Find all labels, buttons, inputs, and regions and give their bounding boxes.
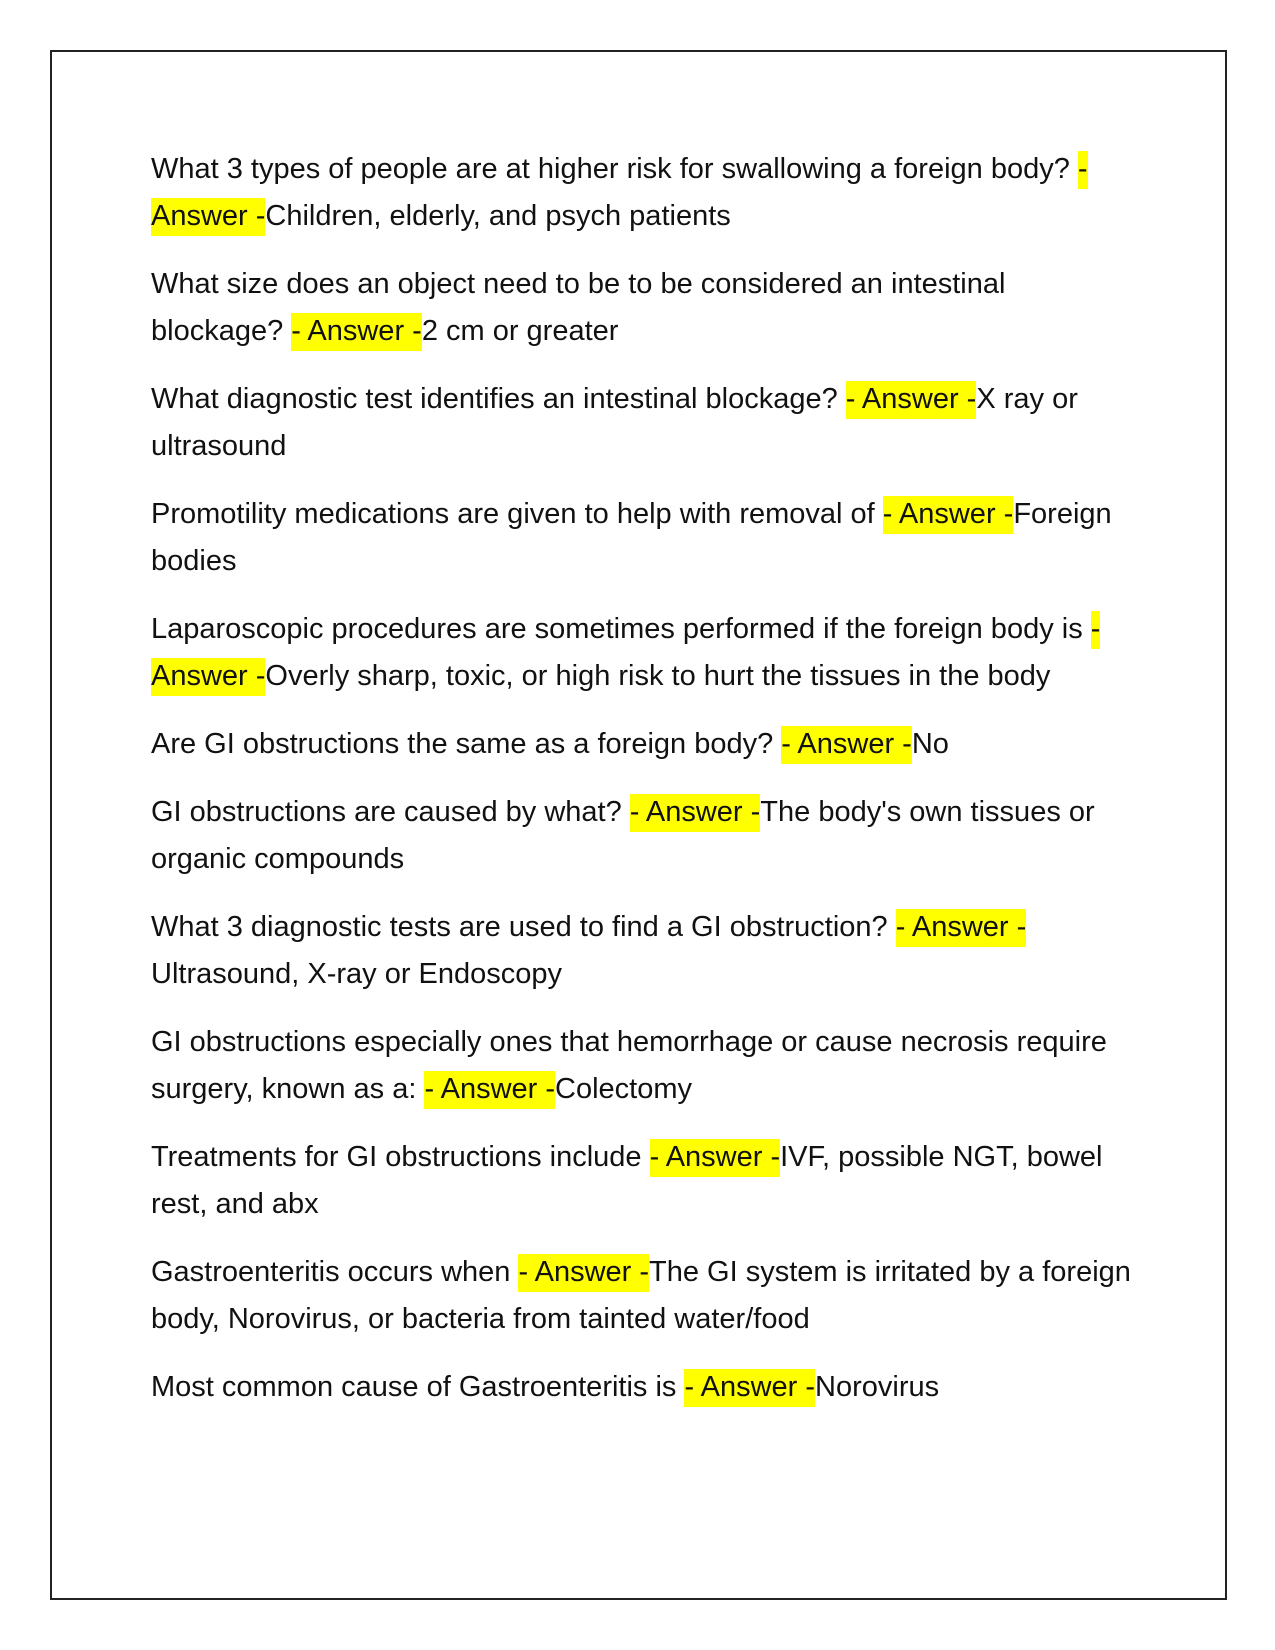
qa-item xyxy=(151,261,1131,355)
question-text: GI obstructions especially ones that hemorrhage or cause necrosis require surgery, known as a: xyxy=(151,1026,1107,1105)
question-text: What diagnostic test identifies an intestinal blockage? xyxy=(151,383,846,415)
qa-item xyxy=(151,606,1131,700)
answer-text: Overly sharp, toxic, or high risk to hurt the tissues in the body xyxy=(265,660,1051,692)
question-text: GI obstructions are caused by what? xyxy=(151,796,630,828)
answer-text: X ray or ultrasound xyxy=(151,383,1078,462)
answer-text: Ultrasound, X-ray or Endoscopy xyxy=(151,958,563,990)
question-text: What size does an object need to be to be considered an intestinal blockage? xyxy=(151,268,1006,347)
answer-text: Colectomy xyxy=(555,1073,693,1105)
qa-item xyxy=(151,1249,1131,1343)
answer-text: IVF, possible NGT, bowel rest, and abx xyxy=(151,1141,1103,1220)
qa-item xyxy=(151,491,1131,585)
answer-marker: - Answer - xyxy=(650,1139,781,1177)
answer-text: The GI system is irritated by a foreign body, Norovirus, or bacteria from tainted water/food xyxy=(151,1256,1131,1335)
answer-text: No xyxy=(911,728,949,760)
answer-marker: - Answer - xyxy=(151,611,1100,696)
qa-item xyxy=(151,1019,1131,1113)
answer-text: Norovirus xyxy=(815,1371,940,1403)
answer-marker: - Answer - xyxy=(151,151,1088,236)
answer-marker: - Answer - xyxy=(684,1369,815,1407)
answer-marker: - Answer - xyxy=(291,313,422,351)
qa-item xyxy=(151,721,1131,768)
question-text: Laparoscopic procedures are sometimes performed if the foreign body is xyxy=(151,613,1091,645)
question-text: Most common cause of Gastroenteritis is xyxy=(151,1371,685,1403)
qa-item xyxy=(151,1364,1131,1411)
answer-text: Children, elderly, and psych patients xyxy=(265,200,731,232)
answer-marker: - Answer - xyxy=(781,726,912,764)
question-text: Gastroenteritis occurs when xyxy=(151,1256,519,1288)
answer-text: The body's own tissues or organic compounds xyxy=(151,796,1095,875)
answer-text: 2 cm or greater xyxy=(421,315,619,347)
question-text: What 3 diagnostic tests are used to find a GI obstruction? xyxy=(151,911,896,943)
answer-marker: - Answer - xyxy=(424,1071,555,1109)
qa-item xyxy=(151,789,1131,883)
answer-marker: - Answer - xyxy=(630,794,761,832)
answer-marker: - Answer - xyxy=(846,381,977,419)
answer-marker: - Answer - xyxy=(518,1254,649,1292)
qa-list xyxy=(151,146,1131,1432)
question-text: Treatments for GI obstructions include xyxy=(151,1141,650,1173)
answer-marker: - Answer - xyxy=(883,496,1014,534)
qa-item xyxy=(151,146,1131,240)
qa-item xyxy=(151,376,1131,470)
question-text: What 3 types of people are at higher risk for swallowing a foreign body? xyxy=(151,153,1078,185)
answer-text: Foreign bodies xyxy=(151,498,1112,577)
question-text: Promotility medications are given to help with removal of xyxy=(151,498,883,530)
answer-marker: - Answer - xyxy=(896,909,1027,947)
question-text: Are GI obstructions the same as a foreign body? xyxy=(151,728,782,760)
qa-item xyxy=(151,1134,1131,1228)
qa-item xyxy=(151,904,1131,998)
